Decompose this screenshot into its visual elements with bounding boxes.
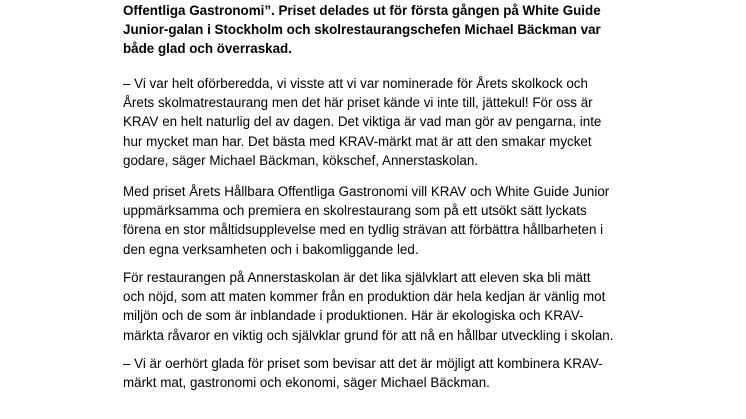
- text-line: Offentliga Gastronomi”. Priset delades ut för första gången på White Guide: [123, 3, 601, 18]
- text-line: och nöjd, som att maten kommer från en produktion där hela kedjan är vänlig mot: [123, 289, 606, 305]
- text-line: Årets skolmatrestaurang men det här priset kände vi inte till, jättekul! För oss är: [123, 95, 593, 111]
- text-line: Med priset Årets Hållbara Offentliga Gastronomi vill KRAV och White Guide Junior: [123, 184, 610, 199]
- text-line: märkta råvaror en viktig och självklar grund för att nå en hållbar utveckling i skolan.: [123, 327, 614, 343]
- text-line: hur mycket man har. Det bästa med KRAV-märkt mat är att den smakar mycket: [123, 133, 592, 149]
- text-line: För restaurangen på Annerstaskolan är det lika självklart att eleven ska bli mätt: [123, 270, 591, 285]
- quote-paragraph-1: [123, 74, 723, 170]
- quote-paragraph-2: [123, 354, 723, 392]
- text-line: Junior-galan i Stockholm och skolrestaurangschefen Michael Bäckman var: [123, 22, 601, 38]
- text-line: uppmärksamma och premiera en skolrestaurang som på ett utsökt sätt lyckats: [123, 203, 587, 219]
- intro-paragraph: [123, 1, 723, 59]
- text-line: – Vi var helt oförberedda, vi visste att vi var nominerade för Årets skolkock och: [123, 76, 588, 91]
- text-line: miljön och de som är inblandade i produktionen. Här är ekologiska och KRAV-: [123, 308, 584, 324]
- text-line: förena en stor måltidsupplevelse med en tydlig strävan att förbättra hållbarheten i: [123, 222, 604, 238]
- text-line: godare, säger Michael Bäckman, kökschef, Annerstaskolan.: [123, 152, 479, 168]
- text-line: den egna verksamheten och i bakomliggande led.: [123, 241, 419, 257]
- text-line: – Vi är oerhört glada för priset som bevisar att det är möjligt att kombinera KRAV-: [123, 356, 603, 371]
- text-line: märkt mat, gastronomi och ekonomi, säger Michael Bäckman.: [123, 375, 490, 391]
- body-paragraph-3: [123, 268, 723, 345]
- text-line: KRAV en helt naturlig del av dagen. Det viktiga är vad man gör av pengarna, inte: [123, 114, 602, 130]
- text-line: både glad och överraskad.: [123, 41, 292, 57]
- body-paragraph-2: [123, 182, 723, 259]
